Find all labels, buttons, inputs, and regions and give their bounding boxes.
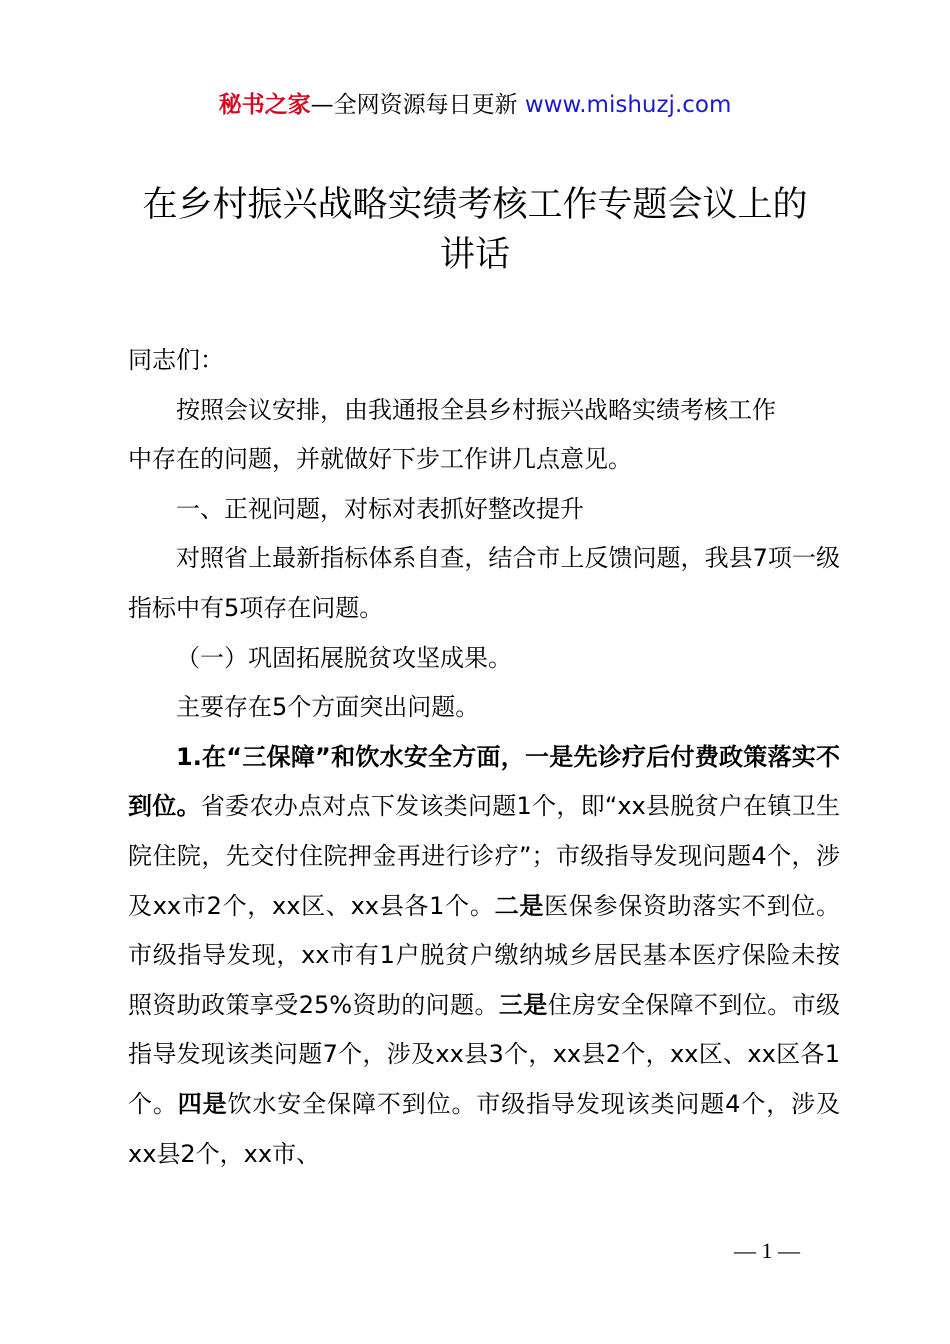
item4-marker: 四是 bbox=[177, 1089, 228, 1118]
item2-text: 医保参保资助落实不到位。市级指导发现，xx市有1户脱贫户缴纳城乡居民基本医疗保险未按照资助政策享受25%资助的问题。 bbox=[128, 891, 841, 1019]
item3-text: 住房安全保障不到位。市级指导发现该类问题7个，涉及xx县3个，xx县2个，xx区、xx区各1个。 bbox=[128, 990, 841, 1118]
item1-text: 省委农办点对点下发该类问题1个，即“xx县脱贫户在镇卫生院住院，先交付住院押金再进行诊疗”；市级指导发现问题4个，涉及xx市2个，xx区、xx县各1个。 bbox=[128, 792, 841, 920]
item1-heading: 1.在“三保障”和饮水安全方面，一是先诊疗后付费政策落实不到位。 bbox=[128, 742, 840, 821]
paragraph-self-check: 对照省上最新指标体系自查，结合市上反馈问题，我县7项一级指标中有5项存在问题。 bbox=[128, 544, 840, 622]
page-number: — 1 — bbox=[734, 1238, 800, 1263]
paragraph-problems-summary: 主要存在5个方面突出问题。 bbox=[176, 693, 480, 722]
paragraph-problem-list bbox=[128, 733, 840, 1179]
salutation: 同志们： bbox=[128, 346, 224, 374]
section-heading-1: 一、正视问题，对标对表抓好整改提升 bbox=[176, 494, 584, 523]
document-title bbox=[110, 180, 840, 280]
item4-text: 饮水安全保障不到位。市级指导发现该类问题4个，涉及xx县2个，xx市、 bbox=[128, 1089, 840, 1168]
site-header bbox=[0, 88, 950, 122]
brand-name: 秘书之家 bbox=[218, 92, 311, 118]
intro-line-2: 中存在的问题，并就做好下步工作讲几点意见。 bbox=[128, 445, 632, 474]
site-url-link[interactable]: www.mishuzj.com bbox=[524, 92, 732, 118]
subsection-heading-1: （一）巩固拓展脱贫攻坚成果。 bbox=[176, 643, 512, 672]
title-line-2: 讲话 bbox=[439, 235, 510, 275]
intro-line-1: 按照会议安排，由我通报全县乡村振兴战略实绩考核工作 bbox=[176, 395, 776, 424]
item3-marker: 三是 bbox=[498, 990, 548, 1019]
title-line-1: 在乡村振兴战略实绩考核工作专题会议上的 bbox=[142, 185, 808, 225]
item2-marker: 二是 bbox=[494, 891, 545, 920]
header-tagline: —全网资源每日更新 bbox=[310, 92, 525, 118]
document-body bbox=[128, 336, 840, 1179]
